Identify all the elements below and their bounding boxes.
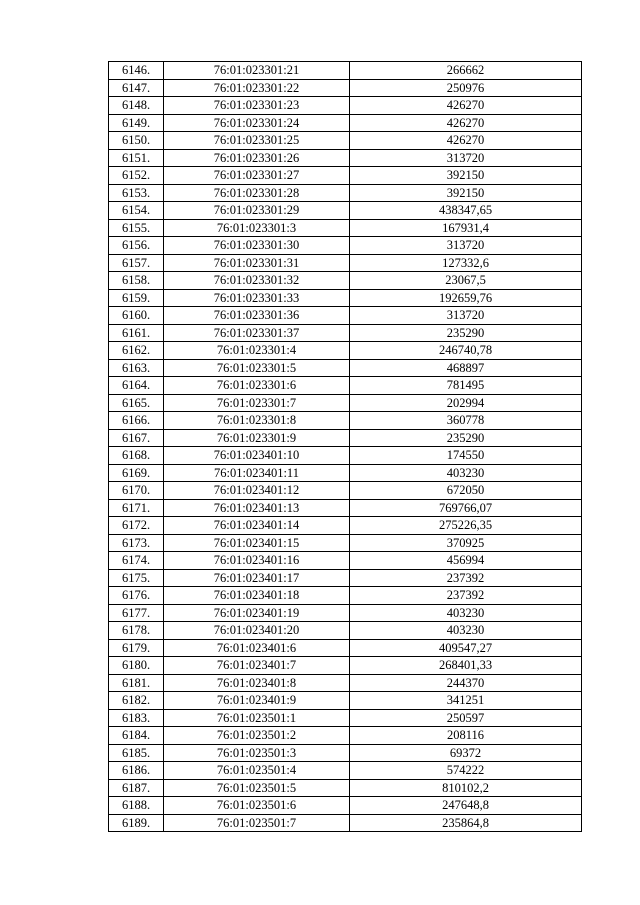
table-row xyxy=(109,342,582,360)
table-row xyxy=(109,429,582,447)
cadastral-number-cell: 76:01:023301:8 xyxy=(164,412,350,430)
row-number-cell: 6177. xyxy=(109,604,164,622)
cadastral-number-cell: 76:01:023301:6 xyxy=(164,377,350,395)
row-number-cell: 6152. xyxy=(109,167,164,185)
cadastral-number-cell: 76:01:023501:2 xyxy=(164,727,350,745)
row-number-cell: 6162. xyxy=(109,342,164,360)
cadastral-value-cell: 208116 xyxy=(350,727,582,745)
cadastral-value-cell: 23067,5 xyxy=(350,272,582,290)
cadastral-number-cell: 76:01:023401:15 xyxy=(164,534,350,552)
cadastral-value-cell: 810102,2 xyxy=(350,779,582,797)
cadastral-number-cell: 76:01:023401:6 xyxy=(164,639,350,657)
row-number-cell: 6167. xyxy=(109,429,164,447)
cadastral-value-cell: 672050 xyxy=(350,482,582,500)
cadastral-value-cell: 192659,76 xyxy=(350,289,582,307)
cadastral-value-cell: 250597 xyxy=(350,709,582,727)
table-row xyxy=(109,709,582,727)
row-number-cell: 6163. xyxy=(109,359,164,377)
row-number-cell: 6150. xyxy=(109,132,164,150)
cadastral-value-cell: 468897 xyxy=(350,359,582,377)
cadastral-value-cell: 235290 xyxy=(350,324,582,342)
cadastral-number-cell: 76:01:023301:23 xyxy=(164,97,350,115)
cadastral-number-cell: 76:01:023301:31 xyxy=(164,254,350,272)
row-number-cell: 6186. xyxy=(109,762,164,780)
table-row xyxy=(109,324,582,342)
row-number-cell: 6175. xyxy=(109,569,164,587)
cadastral-number-cell: 76:01:023301:5 xyxy=(164,359,350,377)
table-row xyxy=(109,132,582,150)
table-body xyxy=(109,62,582,832)
cadastral-number-cell: 76:01:023301:22 xyxy=(164,79,350,97)
row-number-cell: 6181. xyxy=(109,674,164,692)
table-row xyxy=(109,569,582,587)
cadastral-number-cell: 76:01:023401:14 xyxy=(164,517,350,535)
row-number-cell: 6184. xyxy=(109,727,164,745)
cadastral-number-cell: 76:01:023401:20 xyxy=(164,622,350,640)
row-number-cell: 6155. xyxy=(109,219,164,237)
cadastral-number-cell: 76:01:023301:27 xyxy=(164,167,350,185)
cadastral-value-cell: 167931,4 xyxy=(350,219,582,237)
cadastral-value-cell: 456994 xyxy=(350,552,582,570)
cadastral-value-cell: 392150 xyxy=(350,167,582,185)
table-row xyxy=(109,464,582,482)
cadastral-value-cell: 574222 xyxy=(350,762,582,780)
cadastral-number-cell: 76:01:023501:3 xyxy=(164,744,350,762)
cadastral-value-cell: 313720 xyxy=(350,307,582,325)
cadastral-value-cell: 202994 xyxy=(350,394,582,412)
table-row xyxy=(109,97,582,115)
row-number-cell: 6148. xyxy=(109,97,164,115)
cadastral-value-cell: 403230 xyxy=(350,622,582,640)
row-number-cell: 6179. xyxy=(109,639,164,657)
cadastral-value-cell: 275226,35 xyxy=(350,517,582,535)
cadastral-number-cell: 76:01:023401:10 xyxy=(164,447,350,465)
table-row xyxy=(109,604,582,622)
table-row xyxy=(109,447,582,465)
cadastral-value-cell: 250976 xyxy=(350,79,582,97)
table-row xyxy=(109,307,582,325)
cadastral-value-cell: 247648,8 xyxy=(350,797,582,815)
row-number-cell: 6149. xyxy=(109,114,164,132)
cadastral-value-cell: 403230 xyxy=(350,604,582,622)
table-row xyxy=(109,727,582,745)
table-row xyxy=(109,79,582,97)
row-number-cell: 6166. xyxy=(109,412,164,430)
row-number-cell: 6159. xyxy=(109,289,164,307)
cadastral-value-cell: 438347,65 xyxy=(350,202,582,220)
row-number-cell: 6185. xyxy=(109,744,164,762)
table-row xyxy=(109,797,582,815)
cadastral-number-cell: 76:01:023501:1 xyxy=(164,709,350,727)
table-row xyxy=(109,254,582,272)
row-number-cell: 6173. xyxy=(109,534,164,552)
table-row xyxy=(109,149,582,167)
cadastral-value-cell: 426270 xyxy=(350,132,582,150)
row-number-cell: 6178. xyxy=(109,622,164,640)
table-row xyxy=(109,779,582,797)
table-row xyxy=(109,762,582,780)
row-number-cell: 6176. xyxy=(109,587,164,605)
table-row xyxy=(109,657,582,675)
cadastral-number-cell: 76:01:023301:29 xyxy=(164,202,350,220)
cadastral-value-cell: 127332,6 xyxy=(350,254,582,272)
table-row xyxy=(109,814,582,832)
row-number-cell: 6171. xyxy=(109,499,164,517)
row-number-cell: 6158. xyxy=(109,272,164,290)
table-row xyxy=(109,639,582,657)
row-number-cell: 6147. xyxy=(109,79,164,97)
row-number-cell: 6174. xyxy=(109,552,164,570)
cadastral-number-cell: 76:01:023501:7 xyxy=(164,814,350,832)
table-row xyxy=(109,62,582,80)
cadastral-number-cell: 76:01:023501:5 xyxy=(164,779,350,797)
table-row xyxy=(109,587,582,605)
cadastral-number-cell: 76:01:023301:25 xyxy=(164,132,350,150)
cadastral-number-cell: 76:01:023301:7 xyxy=(164,394,350,412)
row-number-cell: 6165. xyxy=(109,394,164,412)
cadastral-value-cell: 403230 xyxy=(350,464,582,482)
cadastral-number-cell: 76:01:023501:4 xyxy=(164,762,350,780)
cadastral-value-cell: 426270 xyxy=(350,97,582,115)
cadastral-value-cell: 244370 xyxy=(350,674,582,692)
cadastral-value-cell: 174550 xyxy=(350,447,582,465)
cadastral-number-cell: 76:01:023401:18 xyxy=(164,587,350,605)
cadastral-number-cell: 76:01:023301:37 xyxy=(164,324,350,342)
row-number-cell: 6156. xyxy=(109,237,164,255)
row-number-cell: 6182. xyxy=(109,692,164,710)
cadastral-number-cell: 76:01:023301:9 xyxy=(164,429,350,447)
cadastral-number-cell: 76:01:023401:11 xyxy=(164,464,350,482)
cadastral-number-cell: 76:01:023301:21 xyxy=(164,62,350,80)
table-row xyxy=(109,534,582,552)
row-number-cell: 6168. xyxy=(109,447,164,465)
table-row xyxy=(109,674,582,692)
cadastral-number-cell: 76:01:023401:9 xyxy=(164,692,350,710)
cadastral-number-cell: 76:01:023501:6 xyxy=(164,797,350,815)
cadastral-value-cell: 313720 xyxy=(350,237,582,255)
cadastral-value-cell: 237392 xyxy=(350,587,582,605)
cadastral-value-cell: 268401,33 xyxy=(350,657,582,675)
row-number-cell: 6160. xyxy=(109,307,164,325)
cadastral-value-cell: 426270 xyxy=(350,114,582,132)
row-number-cell: 6172. xyxy=(109,517,164,535)
cadastral-value-cell: 313720 xyxy=(350,149,582,167)
table-row xyxy=(109,394,582,412)
cadastral-number-cell: 76:01:023401:13 xyxy=(164,499,350,517)
cadastral-value-cell: 769766,07 xyxy=(350,499,582,517)
table-row xyxy=(109,219,582,237)
cadastral-number-cell: 76:01:023401:16 xyxy=(164,552,350,570)
cadastral-value-cell: 235864,8 xyxy=(350,814,582,832)
cadastral-number-cell: 76:01:023401:17 xyxy=(164,569,350,587)
row-number-cell: 6170. xyxy=(109,482,164,500)
cadastral-value-table xyxy=(108,61,582,832)
cadastral-value-cell: 266662 xyxy=(350,62,582,80)
row-number-cell: 6151. xyxy=(109,149,164,167)
cadastral-value-cell: 341251 xyxy=(350,692,582,710)
row-number-cell: 6183. xyxy=(109,709,164,727)
cadastral-value-cell: 246740,78 xyxy=(350,342,582,360)
cadastral-number-cell: 76:01:023401:7 xyxy=(164,657,350,675)
row-number-cell: 6146. xyxy=(109,62,164,80)
row-number-cell: 6188. xyxy=(109,797,164,815)
table-row xyxy=(109,499,582,517)
cadastral-number-cell: 76:01:023301:30 xyxy=(164,237,350,255)
table-row xyxy=(109,184,582,202)
row-number-cell: 6189. xyxy=(109,814,164,832)
cadastral-value-cell: 69372 xyxy=(350,744,582,762)
row-number-cell: 6161. xyxy=(109,324,164,342)
table-row xyxy=(109,114,582,132)
cadastral-number-cell: 76:01:023301:3 xyxy=(164,219,350,237)
row-number-cell: 6164. xyxy=(109,377,164,395)
table-row xyxy=(109,377,582,395)
cadastral-number-cell: 76:01:023301:4 xyxy=(164,342,350,360)
cadastral-number-cell: 76:01:023401:19 xyxy=(164,604,350,622)
table-row xyxy=(109,692,582,710)
table-row xyxy=(109,412,582,430)
row-number-cell: 6153. xyxy=(109,184,164,202)
cadastral-value-cell: 392150 xyxy=(350,184,582,202)
cadastral-value-cell: 781495 xyxy=(350,377,582,395)
cadastral-number-cell: 76:01:023301:32 xyxy=(164,272,350,290)
cadastral-value-cell: 237392 xyxy=(350,569,582,587)
row-number-cell: 6157. xyxy=(109,254,164,272)
table-row xyxy=(109,744,582,762)
row-number-cell: 6154. xyxy=(109,202,164,220)
table-row xyxy=(109,552,582,570)
table-row xyxy=(109,289,582,307)
cadastral-value-cell: 235290 xyxy=(350,429,582,447)
row-number-cell: 6187. xyxy=(109,779,164,797)
table-row xyxy=(109,202,582,220)
table-row xyxy=(109,517,582,535)
table-row xyxy=(109,482,582,500)
table-row xyxy=(109,237,582,255)
cadastral-number-cell: 76:01:023301:36 xyxy=(164,307,350,325)
cadastral-value-cell: 409547,27 xyxy=(350,639,582,657)
cadastral-number-cell: 76:01:023401:8 xyxy=(164,674,350,692)
cadastral-number-cell: 76:01:023301:28 xyxy=(164,184,350,202)
table-row xyxy=(109,167,582,185)
table-row xyxy=(109,359,582,377)
table-row xyxy=(109,622,582,640)
row-number-cell: 6180. xyxy=(109,657,164,675)
table-row xyxy=(109,272,582,290)
cadastral-value-cell: 360778 xyxy=(350,412,582,430)
row-number-cell: 6169. xyxy=(109,464,164,482)
cadastral-number-cell: 76:01:023401:12 xyxy=(164,482,350,500)
cadastral-number-cell: 76:01:023301:33 xyxy=(164,289,350,307)
cadastral-number-cell: 76:01:023301:26 xyxy=(164,149,350,167)
cadastral-number-cell: 76:01:023301:24 xyxy=(164,114,350,132)
cadastral-value-cell: 370925 xyxy=(350,534,582,552)
